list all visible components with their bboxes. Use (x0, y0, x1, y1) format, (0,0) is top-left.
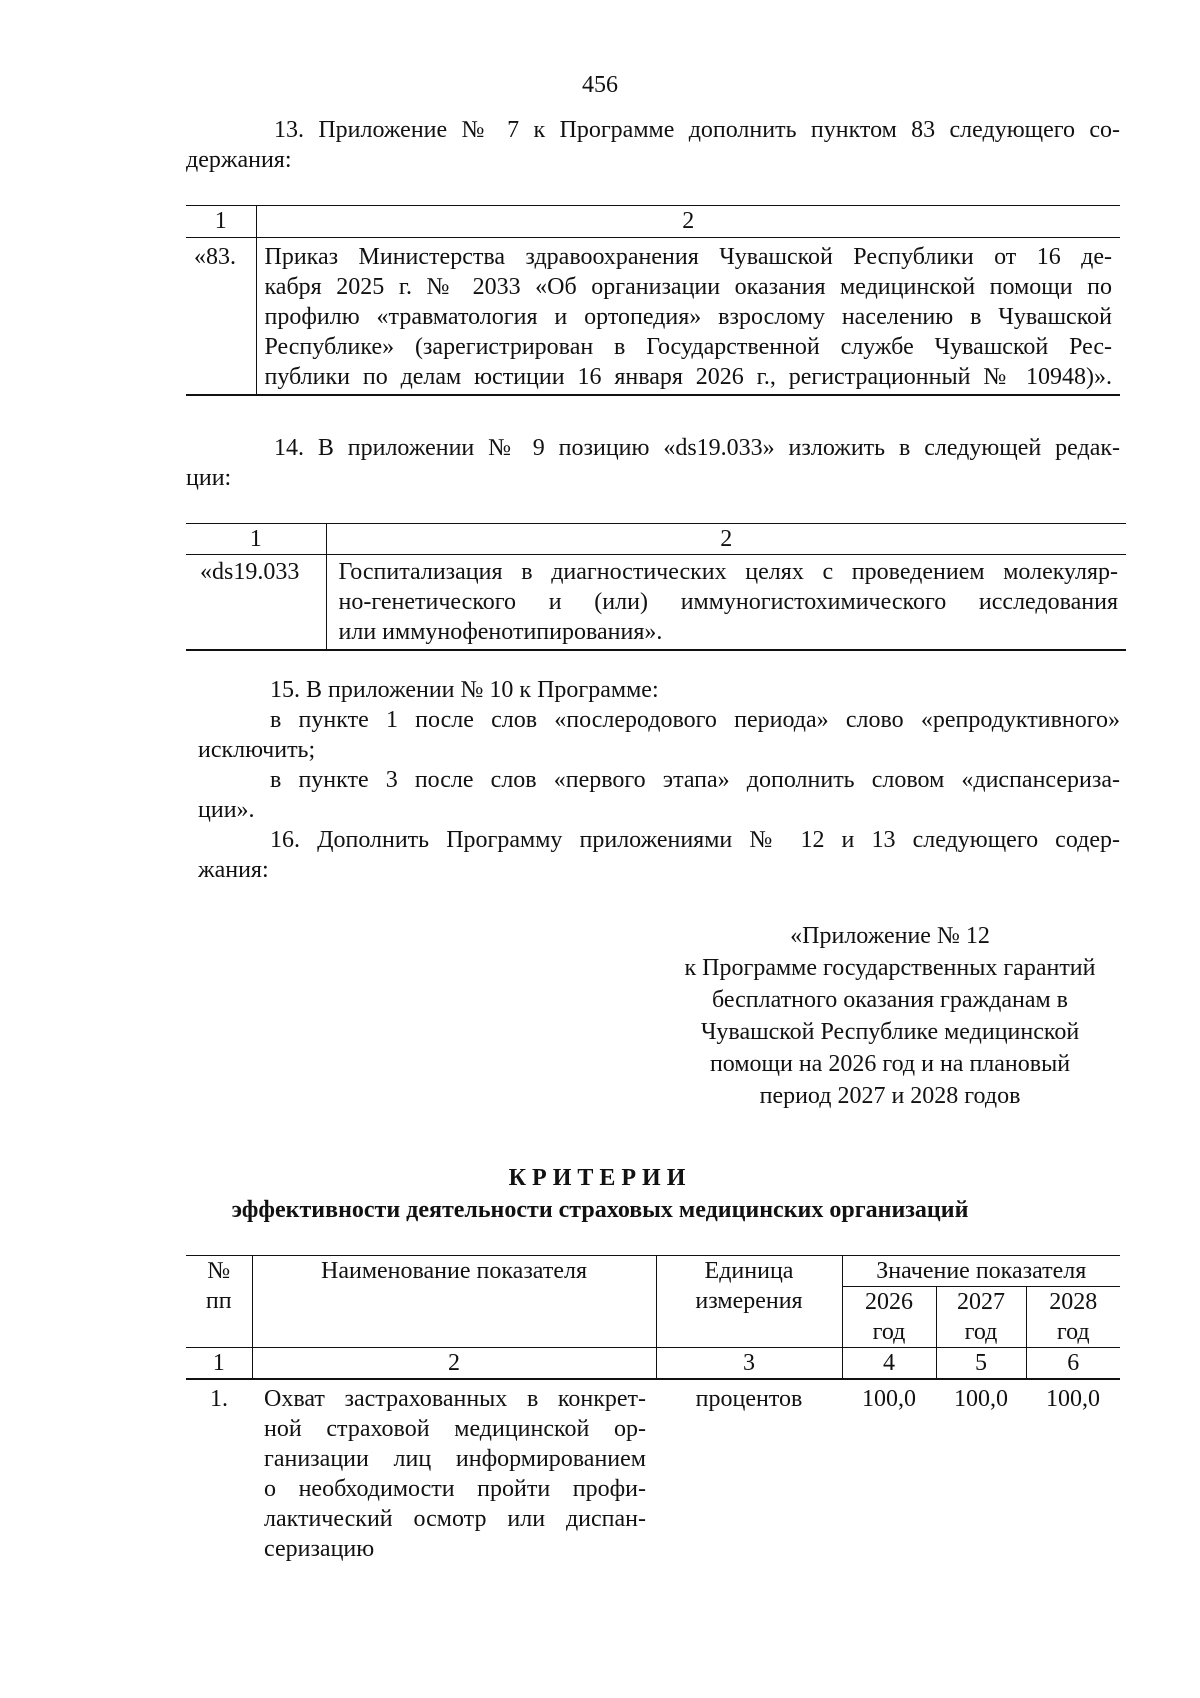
item13-table-line-3: профилю «травматология и ортопедия» взрослому населению в Чувашской (264, 304, 1112, 330)
row-1-unit: процентов (656, 1379, 842, 1564)
page-number: 456 (582, 72, 618, 98)
item15-line-1: 15. В приложении № 10 к Программе: (270, 677, 659, 703)
col-number-5: 5 (936, 1348, 1026, 1380)
item16-line-2: жания: (198, 857, 269, 883)
item13-table-line-1: Приказ Министерства здравоохранения Чувашской Республики от 16 де- (264, 244, 1112, 270)
item14-table-number: «ds19.033 (186, 555, 326, 651)
row-1-name-line-2: ной страховой медицинской ор- (264, 1416, 646, 1442)
appendix-line-6: период 2027 и 2028 годов (759, 1083, 1021, 1109)
header-year-2026: 2026 (842, 1287, 936, 1318)
header-unit (656, 1256, 842, 1348)
row-1-value-2028: 100,0 (1026, 1379, 1120, 1564)
item15-line-5: ции». (198, 797, 255, 823)
item14-table-line-2: но-генетического и (или) иммуногистохимического исследования (338, 589, 1118, 615)
header-year-2028: 2028 (1026, 1287, 1120, 1318)
col-number-4: 4 (842, 1348, 936, 1380)
item15-line-2: в пункте 1 после слов «послеродового периода» слово «репродуктивного» (270, 707, 1120, 733)
header-unit-line-2: измерения (695, 1288, 803, 1314)
header-value: Значение показателя (842, 1256, 1120, 1287)
item13-table-text (256, 238, 1120, 396)
row-1-value-2026: 100,0 (842, 1379, 936, 1564)
header-num-line-1: № (207, 1258, 231, 1284)
row-1-name-line-3: ганизации лиц информированием (264, 1446, 646, 1472)
row-1-num: 1. (186, 1379, 252, 1564)
item14-table-text (326, 555, 1126, 651)
item16-line-1: 16. Дополнить Программу приложениями № 12 и 13 следующего содер- (270, 827, 1120, 853)
header-year-2026-suffix: год (842, 1317, 936, 1348)
item15-text (198, 675, 1120, 825)
item13-line-1: 13. Приложение № 7 к Программе дополнить пунктом 83 следующего со- (274, 117, 1120, 143)
col-number-1: 1 (186, 1348, 252, 1380)
item13-table-header-1: 1 (186, 206, 256, 238)
row-1-name-line-1: Охват застрахованных в конкрет- (264, 1386, 646, 1412)
row-1-value-2027: 100,0 (936, 1379, 1026, 1564)
item14-table (186, 523, 1126, 651)
item13-table-line-4: Республике» (зарегистрирован в Государственной службе Чувашской Рес- (264, 334, 1112, 360)
header-num-line-2: пп (205, 1288, 232, 1314)
col-number-3: 3 (656, 1348, 842, 1380)
item13-line-2: держания: (186, 147, 292, 173)
table-row (186, 1379, 1120, 1564)
header-name: Наименование показателя (252, 1256, 656, 1348)
header-unit-line-1: Единица (704, 1258, 794, 1284)
item13-text (186, 115, 1120, 175)
item15-line-4: в пункте 3 после слов «первого этапа» дополнить словом «диспансериза- (270, 767, 1120, 793)
item15-line-3: исключить; (198, 737, 316, 763)
row-1-name-line-4: о необходимости пройти профи- (264, 1476, 646, 1502)
header-year-2027: 2027 (936, 1287, 1026, 1318)
item14-table-line-1: Госпитализация в диагностических целях с проведением молекуляр- (338, 559, 1118, 585)
item14-table-line-3: или иммунофенотипирования». (338, 619, 663, 645)
item14-line-1: 14. В приложении № 9 позицию «ds19.033» изложить в следующей редак- (274, 435, 1120, 461)
appendix-line-4: Чувашской Республике медицинской (700, 1019, 1080, 1045)
header-year-2028-suffix: год (1026, 1317, 1120, 1348)
criteria-subtitle: эффективности деятельности страховых медицинских организаций (231, 1197, 969, 1223)
appendix-line-5: помощи на 2026 год и на плановый (709, 1051, 1071, 1077)
item16-text (198, 825, 1120, 885)
item13-table-header-2: 2 (256, 206, 1120, 238)
appendix-heading (660, 920, 1120, 1112)
col-number-2: 2 (252, 1348, 656, 1380)
row-1-name-line-6: серизацию (264, 1536, 375, 1562)
item14-text (186, 433, 1120, 493)
criteria-table (186, 1255, 1120, 1564)
item14-table-header-1: 1 (186, 524, 326, 555)
row-1-name-line-5: лактический осмотр или диспан- (264, 1506, 646, 1532)
appendix-line-2: к Программе государственных гарантий (684, 955, 1096, 981)
item14-table-header-2: 2 (326, 524, 1126, 555)
col-number-6: 6 (1026, 1348, 1120, 1380)
item13-table-line-2: кабря 2025 г. № 2033 «Об организации оказания медицинской помощи по (264, 274, 1112, 300)
criteria-title: КРИТЕРИИ (508, 1165, 692, 1191)
item13-table (186, 205, 1120, 396)
appendix-line-1: «Приложение № 12 (790, 923, 990, 949)
appendix-line-3: бесплатного оказания гражданам в (712, 987, 1068, 1013)
row-1-name (252, 1379, 656, 1564)
item13-table-number: «83. (186, 238, 256, 396)
header-num (186, 1256, 252, 1348)
header-year-2027-suffix: год (936, 1317, 1026, 1348)
item14-line-2: ции: (186, 465, 232, 491)
item13-table-line-5: публики по делам юстиции 16 января 2026 г., регистрационный № 10948)». (264, 364, 1112, 390)
